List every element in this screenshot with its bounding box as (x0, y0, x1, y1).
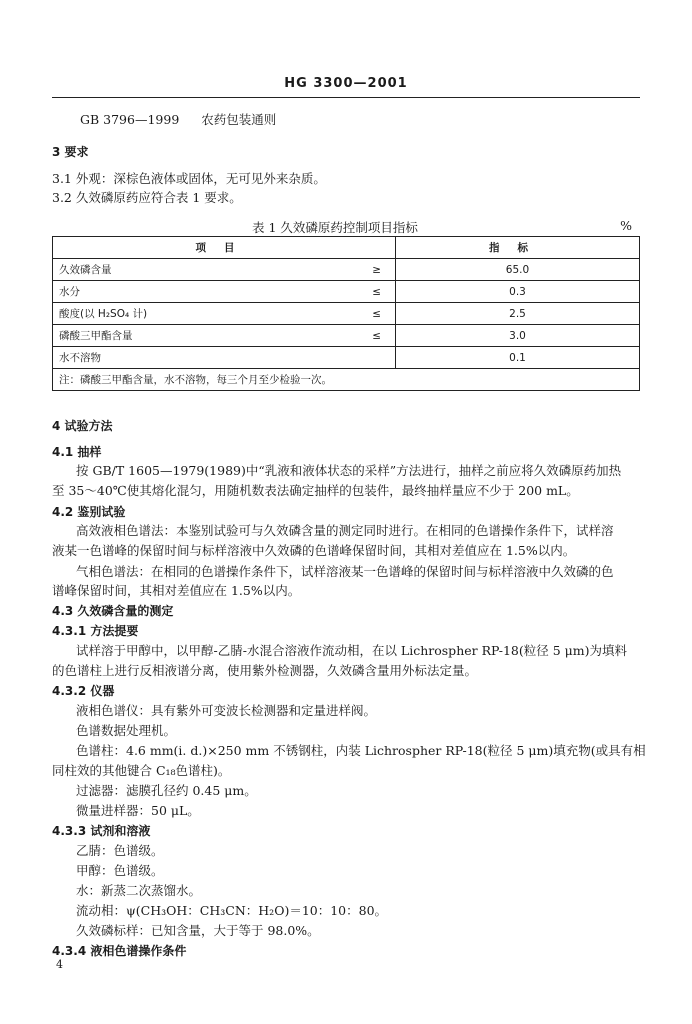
table-row (53, 303, 640, 325)
clause-4-2-heading: 4.2 鉴别试验 (52, 505, 126, 519)
row-name: 酸度(以 H₂SO₄ 计) (53, 303, 316, 325)
paragraph-line: 按 GB/T 1605—1979(1989)中“乳液和液体状态的采样”方法进行，抽样之前应将久效磷原药加热 (76, 463, 622, 478)
paragraph-line: 液相色谱仪：具有紫外可变波长检测器和定量进样阀。 (76, 703, 377, 718)
paragraph-line: 甲醇：色谱级。 (76, 863, 164, 878)
paragraph-line: 久效磷标样：已知含量，大于等于 98.0%。 (76, 923, 320, 938)
ref-standard-title: 农药包装通则 (201, 112, 277, 127)
paragraph-line: 气相色谱法：在相同的色谱操作条件下，试样溶液某一色谱峰的保留时间与标样溶液中久效磷的色 (76, 564, 614, 579)
row-name: 久效磷含量 (53, 259, 316, 281)
clause-4-3-heading: 4.3 久效磷含量的测定 (52, 604, 174, 618)
paragraph-line: 同柱效的其他键合 C₁₈色谱柱)。 (52, 763, 231, 778)
row-name: 水不溶物 (53, 347, 316, 369)
paragraph-line: 流动相：ψ(CH₃OH：CH₃CN：H₂O)＝10：10：80。 (76, 903, 388, 918)
ref-standard-code: GB 3796—1999 (80, 112, 180, 127)
row-value: 65.0 (396, 259, 640, 281)
row-name: 水分 (53, 281, 316, 303)
standard-code-header: HG 3300—2001 (284, 76, 408, 91)
clause-3-2: 3.2 久效磷原药应符合表 1 要求。 (52, 190, 242, 205)
paragraph-line: 试样溶于甲醇中，以甲醇-乙腈-水混合溶液作流动相，在以 Lichrospher RP-18(粒径 5 μm)为填料 (76, 643, 627, 658)
spec-table (52, 236, 640, 391)
row-value: 0.3 (396, 281, 640, 303)
row-operator: ≥ (315, 259, 396, 281)
ref-standard-line (80, 112, 276, 128)
row-operator: ≤ (315, 281, 396, 303)
col-header-value: 指标 (396, 237, 640, 259)
clause-4-3-1-heading: 4.3.1 方法提要 (52, 624, 139, 638)
row-name: 磷酸三甲酯含量 (53, 325, 316, 347)
row-value: 3.0 (396, 325, 640, 347)
col-header-item: 项目 (53, 237, 396, 259)
table-unit: % (620, 218, 632, 233)
table-header-row (53, 237, 640, 259)
paragraph-line: 液某一色谱峰的保留时间与标样溶液中久效磷的色谱峰保留时间，其相对差值应在 1.5%以内。 (52, 543, 576, 558)
table-row (53, 259, 640, 281)
paragraph-line: 的色谱柱上进行反相液谱分离，使用紫外检测器，久效磷含量用外标法定量。 (52, 663, 478, 678)
clause-4-3-2-heading: 4.3.2 仪器 (52, 684, 115, 698)
table-caption: 表 1 久效磷原药控制项目指标 (252, 220, 418, 235)
paragraph-line: 水：新蒸二次蒸馏水。 (76, 883, 202, 898)
page-number: 4 (56, 958, 63, 971)
table-note-row (53, 369, 640, 391)
table-row (53, 281, 640, 303)
paragraph-line: 谱峰保留时间，其相对差值应在 1.5%以内。 (52, 583, 301, 598)
paragraph-line: 色谱柱：4.6 mm(i. d.)×250 mm 不锈钢柱，内装 Lichrospher RP-18(粒径 5 μm)填充物(或具有相 (76, 743, 646, 758)
row-value: 0.1 (396, 347, 640, 369)
paragraph-line: 微量进样器：50 μL。 (76, 803, 200, 818)
clause-4-3-4-heading: 4.3.4 液相色谱操作条件 (52, 944, 187, 958)
clause-3-1: 3.1 外观：深棕色液体或固体，无可见外来杂质。 (52, 171, 326, 186)
table-row (53, 325, 640, 347)
table-row (53, 347, 640, 369)
row-operator: ≤ (315, 303, 396, 325)
paragraph-line: 至 35～40℃使其熔化混匀，用随机数表法确定抽样的包装件，最终抽样量应不少于 200 mL。 (52, 483, 579, 498)
clause-4-3-3-heading: 4.3.3 试剂和溶液 (52, 824, 151, 838)
paragraph-line: 色谱数据处理机。 (76, 723, 177, 738)
paragraph-line: 乙腈：色谱级。 (76, 843, 164, 858)
paragraph-line: 高效液相色谱法：本鉴别试验可与久效磷含量的测定同时进行。在相同的色谱操作条件下，试样溶 (76, 523, 614, 538)
table-note: 注：磷酸三甲酯含量，水不溶物，每三个月至少检验一次。 (53, 369, 640, 391)
section-4-heading: 4 试验方法 (52, 419, 113, 433)
paragraph-line: 过滤器：滤膜孔径约 0.45 μm。 (76, 783, 257, 798)
row-operator: ≤ (315, 325, 396, 347)
clause-4-1-heading: 4.1 抽样 (52, 445, 102, 459)
row-operator (315, 347, 396, 369)
header-divider (52, 97, 640, 98)
row-value: 2.5 (396, 303, 640, 325)
section-3-heading: 3 要求 (52, 145, 89, 159)
